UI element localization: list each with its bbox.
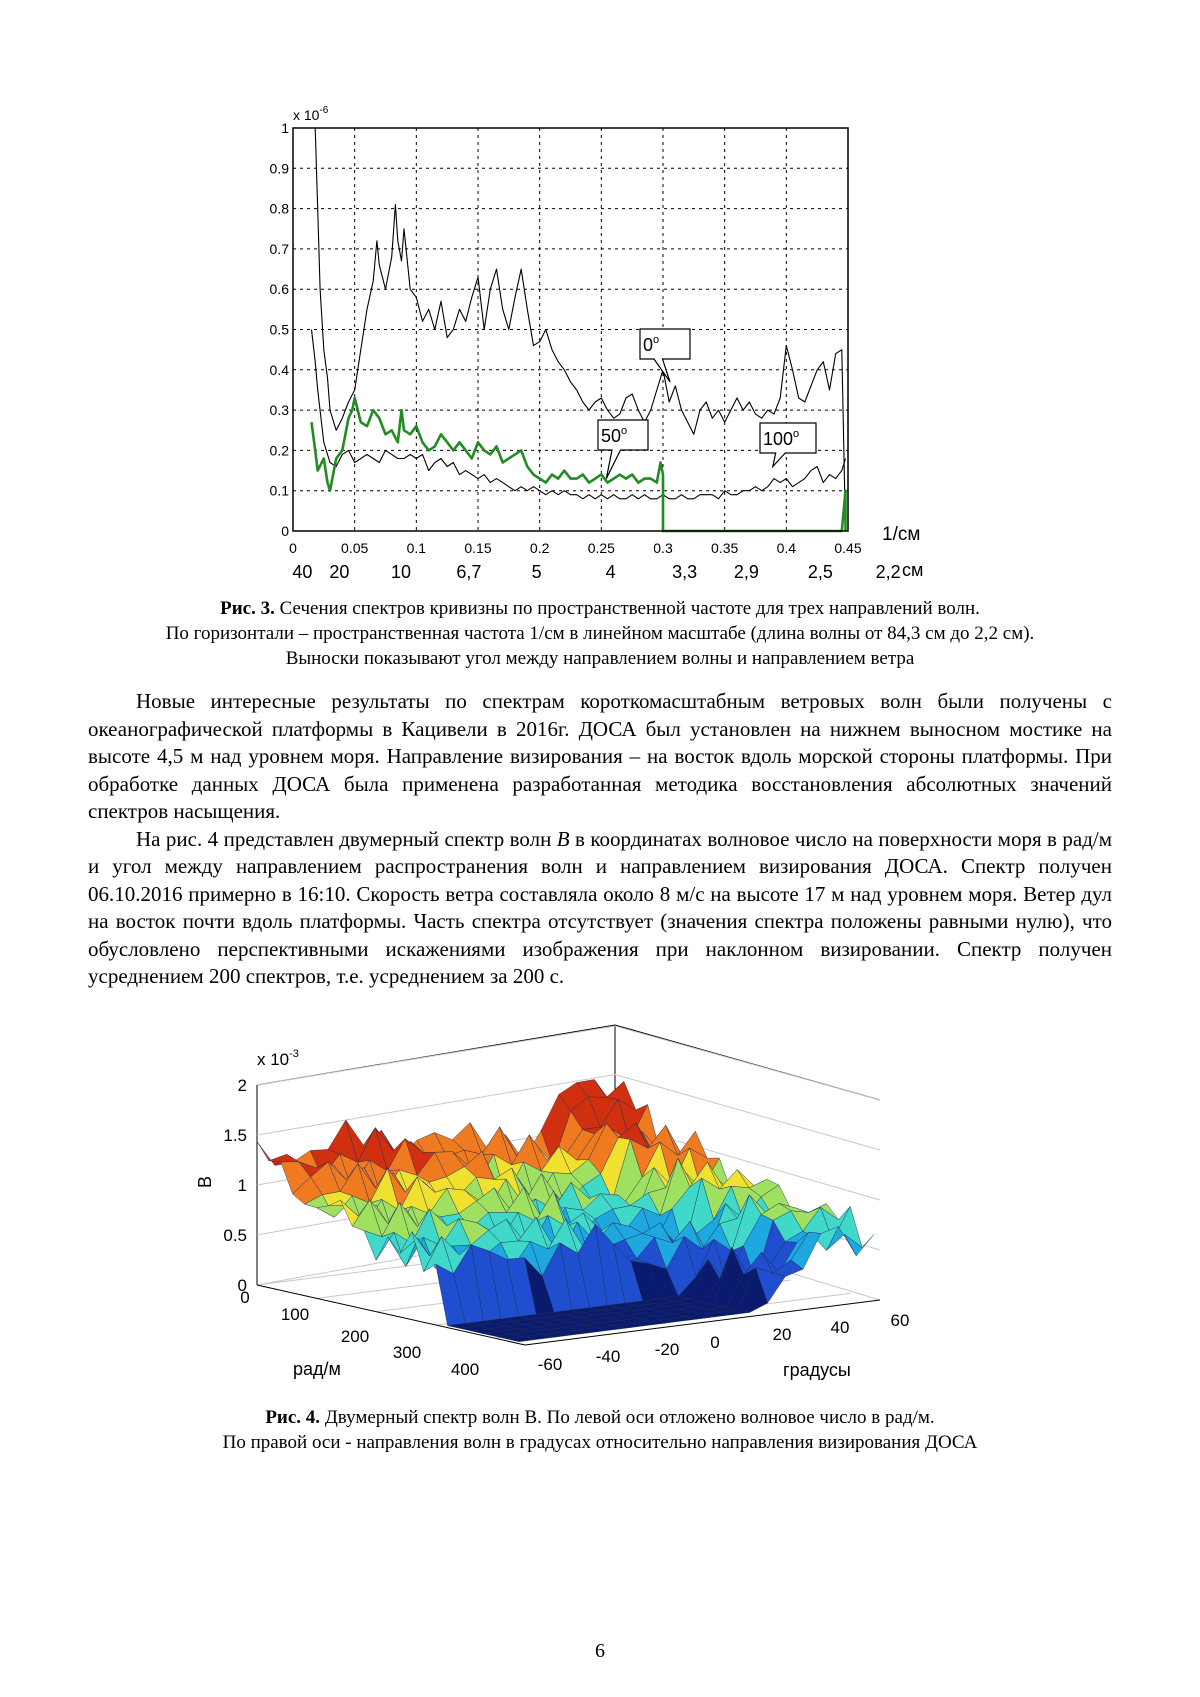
- wavelength-tick-label: 10: [390, 562, 412, 582]
- wavelength-tick-label: 3,3: [672, 562, 698, 582]
- y-tick-label: 0.9: [269, 160, 289, 177]
- callout-label: 100$^o$: [763, 428, 800, 449]
- y-tick-label: -40: [595, 1347, 621, 1366]
- x-tick-label: 0.45: [834, 540, 862, 556]
- y-tick-label: 60: [890, 1311, 910, 1330]
- y-tick-label: 0: [710, 1333, 720, 1352]
- callout: [760, 423, 816, 467]
- x-tick-label: 200: [340, 1327, 370, 1346]
- z-axis-label: B: [195, 1175, 215, 1188]
- figure-4-caption: [80, 1405, 1120, 1455]
- paragraph: Новые интересные результаты по спектрам короткомасштабным ветровых волн были получены с океанографической платформы в Кацивели в 2016г. ДОСА был установлен на нижнем выносном мостике на высоте 4,5 м над уровнем моря. Направление визирования – на восток вдоль морской стороны платформы. При обработке данных ДОСА была применена разработанная методика восстановления абсолютных значений спектров насыщения.: [88, 689, 1112, 823]
- x-tick-label: 0.1: [406, 540, 427, 556]
- paragraph: На рис. 4 представлен двумерный спектр волн B в координатах волновое число на поверхности моря в рад/м и угол между направлением распространения волн и направлением визирования ДОСА. Спектр получен 06.10.2016 примерно в 16:10. Скорость ветра составляла около 8 м/с на высоте 17 м над уровнем моря. Ветер дул на восток почти вдоль платформы. Часть спектра отсутствует (значения спектра положены равными нулю), что обусловлено перспективными искажениями изображения при наклонном визировании. Спектр получен усреднением 200 спектров, т.е. усреднением за 200 с.: [88, 826, 1112, 988]
- x-tick-label: 0.15: [464, 540, 492, 556]
- y-tick-label: 1: [281, 120, 289, 136]
- grid: [293, 128, 848, 531]
- surface-patch: [269, 1154, 299, 1162]
- z-multiplier: x $10^{-3}$: [257, 1048, 299, 1069]
- surface-patch: [317, 1206, 347, 1218]
- x-tick-label: 300: [392, 1343, 422, 1362]
- y-tick-label: 0.8: [269, 200, 289, 217]
- caption-line: По горизонтали – пространственная частота 1/см в линейном масштабе (длина волны от 84,3 см до 2,2 см).: [165, 623, 1035, 644]
- z-tick-label: 2: [237, 1076, 247, 1095]
- x-tick-label: 0.3: [653, 540, 673, 556]
- x-tick-label: 0.35: [711, 540, 739, 556]
- y-axis-label: градусы: [783, 1360, 851, 1380]
- caption-label: Рис. 4.: [265, 1407, 321, 1428]
- x-tick-label: 0.2: [529, 540, 550, 556]
- wavelength-tick-label: 2,9: [733, 562, 759, 582]
- y-tick-label: 0.1: [269, 482, 289, 499]
- y-tick-label: 0.5: [269, 321, 289, 338]
- x-tick-label: 0.05: [341, 540, 369, 556]
- figure-4-surface: [195, 1020, 925, 1400]
- callout: [598, 420, 648, 479]
- z-tick-label: 0: [237, 1276, 247, 1295]
- y-tick-label: 20: [772, 1325, 792, 1344]
- z-tick-label: 0.5: [223, 1226, 247, 1245]
- caption-text: Сечения спектров кривизны по пространственной частоте для трех направлений волн.: [279, 598, 980, 619]
- figure-3-caption: [80, 596, 1120, 671]
- y-tick-label: 0: [281, 523, 289, 539]
- caption-label: Рис. 3.: [220, 598, 275, 619]
- x-axis-label-2: см: [902, 560, 924, 580]
- y-tick-label: -60: [537, 1355, 563, 1374]
- caption-text: Двумерный спектр волн В. По левой оси отложено волновое число в рад/м.: [324, 1407, 935, 1428]
- caption-line: Выноски показывают угол между направлением волны и направлением ветра: [285, 648, 915, 669]
- tick-labels: [270, 120, 901, 582]
- wavelength-tick-label: 40: [292, 562, 313, 582]
- wavelength-tick-label: 6,7: [456, 562, 482, 582]
- z-tick-label: 1.5: [223, 1126, 247, 1145]
- y-multiplier: x $10^{-6}$: [293, 105, 329, 123]
- callout-label: 0$^o$: [643, 334, 660, 355]
- y-tick-label: 0.7: [269, 240, 289, 257]
- x-axis-label: 1/см: [882, 524, 921, 545]
- x-tick-label: 100: [280, 1305, 310, 1324]
- y-tick-label: 0.4: [269, 361, 289, 378]
- x-tick-label: 0: [289, 540, 297, 556]
- wavelength-tick-label: 4: [605, 562, 616, 582]
- body-text: [88, 688, 1112, 991]
- x-tick-label: 0.25: [587, 540, 615, 556]
- z-tick-label: 1: [237, 1176, 247, 1195]
- callout-label: 50$^o$: [601, 425, 628, 446]
- x-tick-label: 400: [450, 1360, 480, 1379]
- y-tick-label: 0.6: [269, 281, 289, 298]
- series-line: [312, 398, 846, 531]
- callout: [640, 329, 690, 382]
- y-tick-label: -20: [654, 1340, 680, 1359]
- figure-3-chart: [260, 98, 980, 588]
- y-tick-label: 0.3: [269, 402, 289, 419]
- y-tick-label: 40: [830, 1318, 850, 1337]
- wavelength-tick-label: 2,5: [807, 562, 833, 582]
- x-tick-label: 0.4: [776, 540, 797, 556]
- wavelength-tick-label: 5: [531, 562, 542, 582]
- caption-line: По правой оси - направления волн в градусах относительно направления визирования ДОСА: [222, 1432, 978, 1453]
- y-tick-label: 0.2: [269, 442, 289, 459]
- wavelength-tick-label: 20: [329, 562, 350, 582]
- wavelength-tick-label: 2,2: [875, 562, 901, 582]
- x-tick-label: 0: [240, 1288, 250, 1307]
- page-number: 6: [595, 1640, 605, 1662]
- x-axis-label: рад/м: [293, 1359, 341, 1379]
